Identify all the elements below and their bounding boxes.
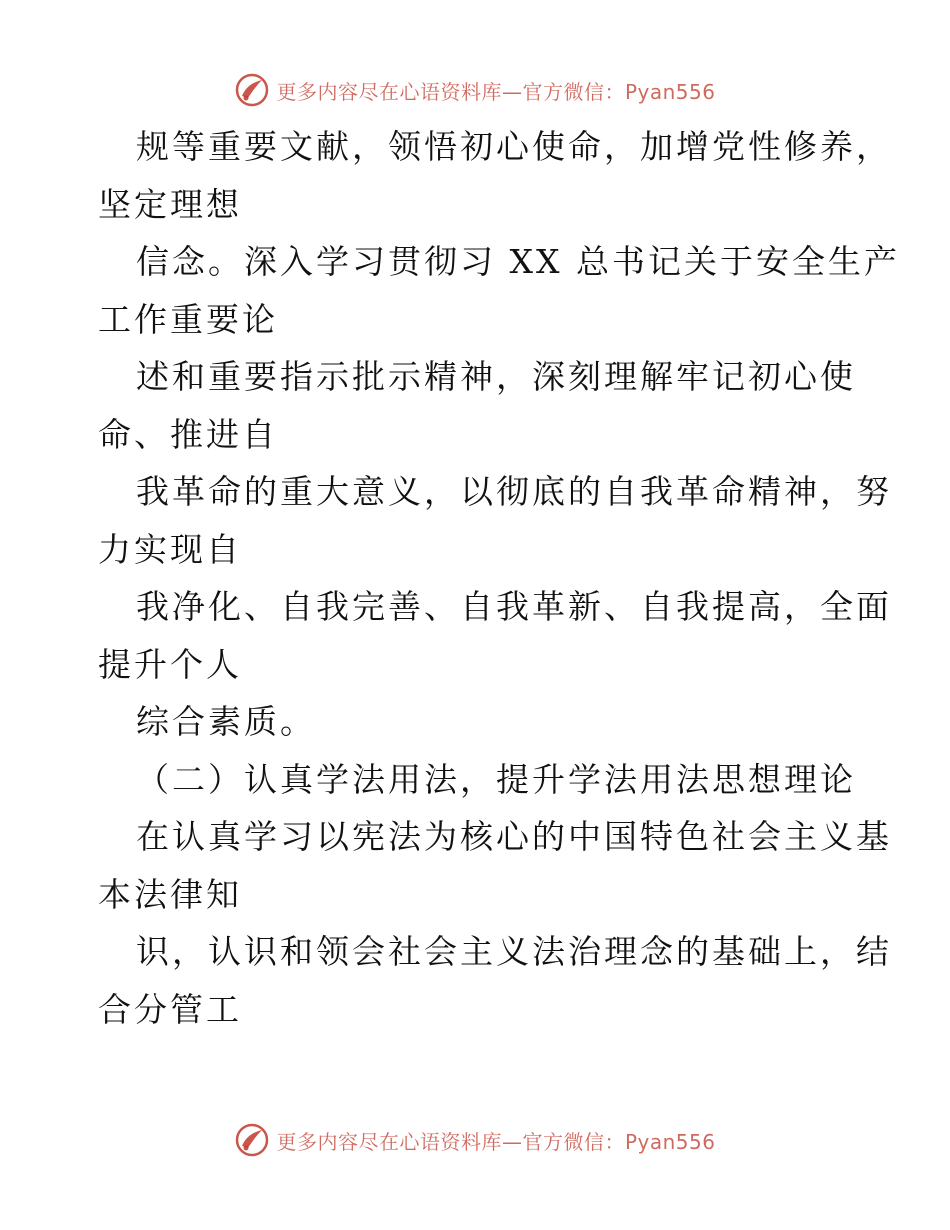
text-line: 综合素质。 bbox=[136, 702, 316, 741]
text-line: 命、推进自 bbox=[98, 414, 278, 454]
text-line: 我革命的重大意义，以彻底的自我革命精神，努 bbox=[136, 472, 892, 511]
ink-brush-logo-icon bbox=[234, 72, 270, 108]
header-banner bbox=[0, 70, 950, 110]
footer-banner bbox=[0, 1120, 950, 1160]
text-line: 合分管工 bbox=[98, 989, 242, 1029]
text-line: 信念。深入学习贯彻习 XX 总书记关于安全生产 bbox=[136, 242, 900, 281]
text-line: 我净化、自我完善、自我革新、自我提高，全面 bbox=[136, 587, 892, 626]
document-body bbox=[98, 118, 900, 1038]
text-line: 在认真学习以宪法为核心的中国特色社会主义基 bbox=[136, 817, 892, 856]
text-line: 坚定理想 bbox=[98, 184, 242, 224]
text-line: 本法律知 bbox=[98, 874, 242, 914]
header-banner-text: 更多内容尽在心语资料库—官方微信：Pyan556 bbox=[276, 79, 716, 104]
ink-brush-logo-icon bbox=[234, 1122, 270, 1158]
text-line: 工作重要论 bbox=[98, 299, 278, 339]
text-line: 规等重要文献，领悟初心使命，加增党性修养， bbox=[136, 127, 892, 166]
text-line: 提升个人 bbox=[98, 644, 242, 684]
text-line: 力实现自 bbox=[98, 529, 242, 569]
footer-banner-text: 更多内容尽在心语资料库—官方微信：Pyan556 bbox=[276, 1129, 716, 1154]
text-line: 述和重要指示批示精神，深刻理解牢记初心使 bbox=[136, 357, 856, 396]
text-line: 识，认识和领会社会主义法治理念的基础上，结 bbox=[136, 932, 892, 971]
section-heading: （二）认真学法用法，提升学法用法思想理论 bbox=[136, 759, 856, 799]
